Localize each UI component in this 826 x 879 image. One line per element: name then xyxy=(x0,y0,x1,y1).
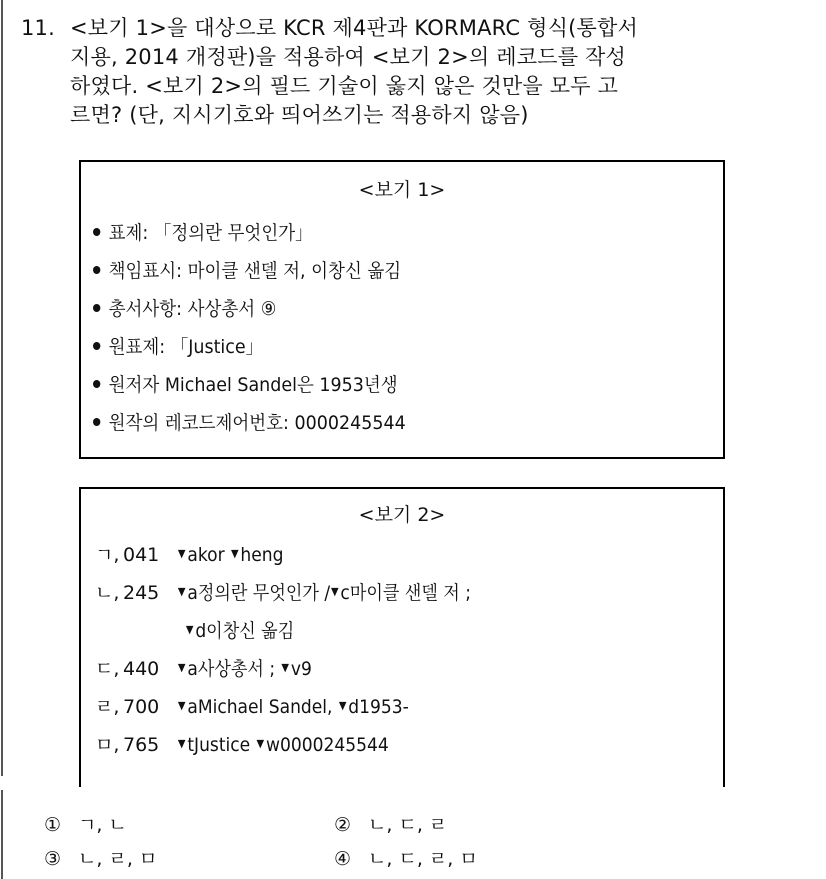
page-margin-rule xyxy=(1,790,3,879)
item-label: ㅁ, xyxy=(95,734,120,756)
option-text: ㄴ, ㄹ, ㅁ xyxy=(78,848,158,870)
list-item: 총서사항: 사상총서 ⑨ xyxy=(93,290,406,328)
bullet-icon xyxy=(93,418,100,426)
field-content: ▼tJustice ▼w0000245544 xyxy=(177,726,389,765)
option-number: ④ xyxy=(334,848,352,870)
subfield-delimiter-icon: ▼ xyxy=(177,546,186,560)
question-text-line: 지용, 2014 개정판)을 적용하여 <보기 2>의 레코드를 작성 xyxy=(70,45,627,69)
bullet-icon xyxy=(93,304,100,312)
field-tag: 700 xyxy=(123,696,160,718)
marc-field-row xyxy=(95,536,504,574)
subfield-delimiter-icon: ▼ xyxy=(185,622,194,636)
marc-field-row xyxy=(95,650,504,688)
subfield-delimiter-icon: ▼ xyxy=(281,660,290,674)
field-content: ▼akor ▼heng xyxy=(177,536,283,575)
box-title: <보기 1> xyxy=(358,179,446,201)
page-margin-rule xyxy=(1,0,3,776)
example-box-1 xyxy=(79,160,725,459)
subfield-delimiter-icon: ▼ xyxy=(331,584,339,598)
option-number: ① xyxy=(44,814,62,836)
answer-options xyxy=(44,808,744,876)
question-stem xyxy=(21,14,791,130)
question-text-line: 하였다. <보기 2>의 필드 기술이 옳지 않은 것만을 모두 고 xyxy=(70,74,619,98)
list-item: 원표제: 「Justice」 xyxy=(93,328,406,366)
item-label: ㄹ, xyxy=(95,696,120,718)
marc-field-row xyxy=(95,726,504,764)
list-item: 책임표시: 마이클 샌델 저, 이창신 옮김 xyxy=(93,252,406,290)
list-item: 원작의 레코드제어번호: 0000245544 xyxy=(93,404,406,442)
box-title: <보기 2> xyxy=(358,504,446,526)
list-item: 원저자 Michael Sandel은 1953년생 xyxy=(93,366,406,404)
item-label: ㄱ, xyxy=(95,544,120,566)
option-number: ③ xyxy=(44,848,62,870)
question-text-line: 르면? (단, 지시기호와 띄어쓰기는 적용하지 않음) xyxy=(70,103,529,127)
subfield-delimiter-icon: ▼ xyxy=(338,698,347,712)
bullet-icon xyxy=(93,228,100,236)
example-box-2 xyxy=(79,487,725,787)
field-tag: 041 xyxy=(123,544,160,566)
marc-record xyxy=(95,536,504,764)
subfield-delimiter-icon: ▼ xyxy=(256,736,265,750)
answer-option-2[interactable] xyxy=(334,808,624,842)
list-item: 표제: 「정의란 무엇인가」 xyxy=(93,214,406,252)
field-tag: 765 xyxy=(123,734,160,756)
subfield-delimiter-icon: ▼ xyxy=(177,584,186,598)
field-tag: 440 xyxy=(123,658,160,680)
marc-field-row xyxy=(95,688,504,726)
item-label: ㄷ, xyxy=(95,658,120,680)
subfield-delimiter-icon: ▼ xyxy=(230,546,239,560)
answer-option-1[interactable] xyxy=(44,808,334,842)
option-number: ② xyxy=(334,814,352,836)
subfield-delimiter-icon: ▼ xyxy=(177,698,186,712)
bullet-icon xyxy=(93,342,100,350)
subfield-delimiter-icon: ▼ xyxy=(177,736,186,750)
subfield-delimiter-icon: ▼ xyxy=(177,660,186,674)
bullet-icon xyxy=(93,266,100,274)
question-number: 11. xyxy=(21,16,55,40)
answer-option-4[interactable] xyxy=(334,842,624,876)
answer-option-3[interactable] xyxy=(44,842,334,876)
field-content: ▼aMichael Sandel, ▼d1953- xyxy=(177,688,409,727)
bibliographic-info-list xyxy=(93,214,406,442)
field-content: ▼d이창신 옮김 xyxy=(185,612,294,651)
field-tag: 245 xyxy=(123,582,160,604)
bullet-icon xyxy=(93,380,100,388)
field-content: ▼a정의란 무엇인가 /▼c마이클 샌델 저 ; xyxy=(177,574,471,613)
option-text: ㄱ, ㄴ xyxy=(78,814,127,836)
field-content: ▼a사상총서 ; ▼v9 xyxy=(177,650,312,689)
option-text: ㄴ, ㄷ, ㄹ xyxy=(368,814,448,836)
marc-field-continuation xyxy=(95,612,504,650)
marc-field-row xyxy=(95,574,504,612)
option-text: ㄴ, ㄷ, ㄹ, ㅁ xyxy=(368,848,478,870)
question-text-line: <보기 1>을 대상으로 KCR 제4판과 KORMARC 형식(통합서 xyxy=(70,16,638,40)
item-label: ㄴ, xyxy=(95,582,120,604)
